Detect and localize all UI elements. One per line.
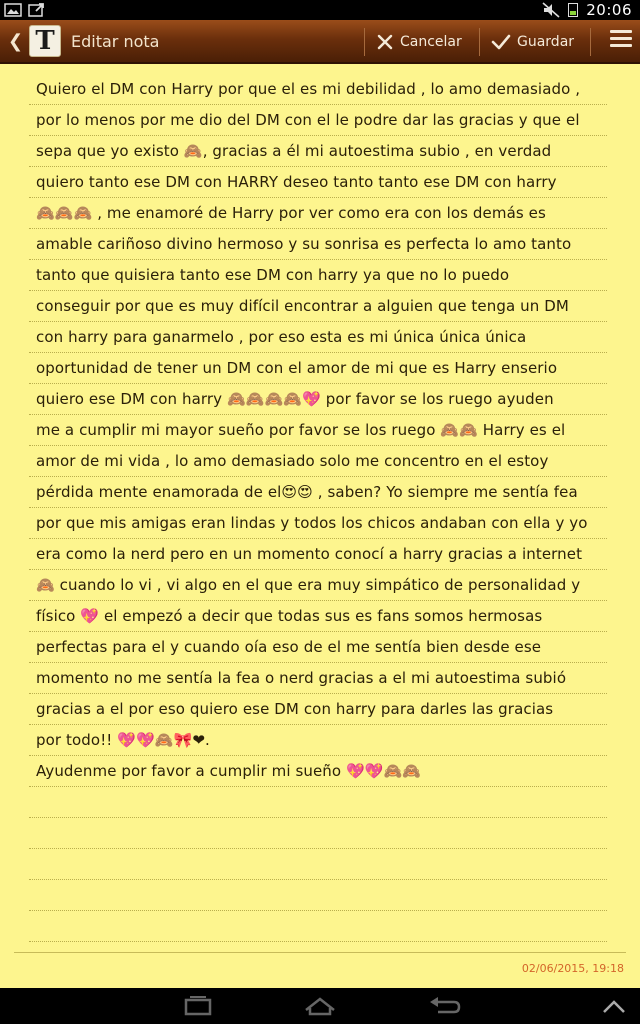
page-title: Editar nota <box>71 32 160 51</box>
note-rule-line <box>29 879 607 880</box>
cancel-button[interactable] <box>376 20 462 64</box>
divider <box>364 28 365 56</box>
divider <box>590 28 591 56</box>
save-button[interactable] <box>491 20 574 64</box>
back-arrow-icon[interactable]: ❮ <box>8 31 24 52</box>
mute-icon <box>542 2 560 18</box>
overflow-menu-icon[interactable] <box>610 30 632 54</box>
upload-icon <box>28 2 46 18</box>
chevron-up-icon[interactable] <box>596 994 632 1018</box>
note-rule-line <box>29 910 607 911</box>
divider <box>14 952 626 953</box>
app-icon[interactable]: T <box>29 25 61 57</box>
clock: 20:06 <box>586 1 632 19</box>
note-body[interactable]: Quiero el DM con Harry por que el es mi debilidad , lo amo demasiado , por lo menos por me dio del DM con el le podre dar las gracias y que el sepa que yo existo 🙈, gracias a él mi autoestima subio , en verdad quiero tanto ese DM con HARRY deseo tanto tanto ese DM con harry 🙈🙈🙈 , me enamoré de Harry por ver como era con los demás es amable cariñoso divino hermoso y su sonrisa es perfecta lo amo tanto tanto que quisiera tanto ese DM con harry ya que no lo puedo conseguir por que es muy difícil encontrar a alguien que tenga un DM con harry para ganarmelo , por eso esta es mi única única única oportunidad de tener un DM con el amor de mi que es Harry enserio quiero ese DM con harry 🙈🙈🙈🙈💖 por favor se los ruego ayuden me a cumplir mi mayor sueño por favor se los ruego 🙈🙈 Harry es el amor de mi vida , lo amo demasiado solo me concentro en el estoy pérdida mente enamorada de el😍😍 , saben? Yo siempre me sentía fea por que mis amigas eran lindas y todos los chicos andaban con ella y yo era como la nerd pero en un momento conocí a harry gracias a internet 🙈 cuando lo vi , vi algo en el que era muy simpático de personalidad y físico 💖 el empezó a decir que todas sus es fans somos hermosas perfectas para el y cuando oía eso de el me sentía bien desde ese momento no me sentía la fea o nerd gracias a el mi autoestima subió gracias a el por eso quiero ese DM con harry para darles las gracias por todo!! 💖💖🙈🎀❤. Ayudenme por favor a cumplir mi sueño 💖💖🙈🙈 <box>36 80 588 780</box>
check-icon <box>491 33 511 51</box>
save-label: Guardar <box>517 34 575 50</box>
home-icon[interactable] <box>300 994 340 1018</box>
note-rule-line <box>29 941 607 942</box>
image-icon <box>4 2 22 18</box>
status-bar <box>0 0 640 20</box>
action-bar <box>0 20 640 64</box>
note-timestamp: 02/06/2015, 19:18 <box>521 962 624 975</box>
note-rule-line <box>29 817 607 818</box>
cancel-label: Cancelar <box>400 34 462 50</box>
battery-icon <box>568 3 578 17</box>
navigation-bar <box>0 988 640 1024</box>
divider <box>479 28 480 56</box>
note-rule-line <box>29 848 607 849</box>
back-icon[interactable] <box>424 994 464 1018</box>
close-icon <box>376 33 394 51</box>
recent-apps-icon[interactable] <box>178 994 218 1018</box>
note-editor[interactable] <box>0 64 640 988</box>
